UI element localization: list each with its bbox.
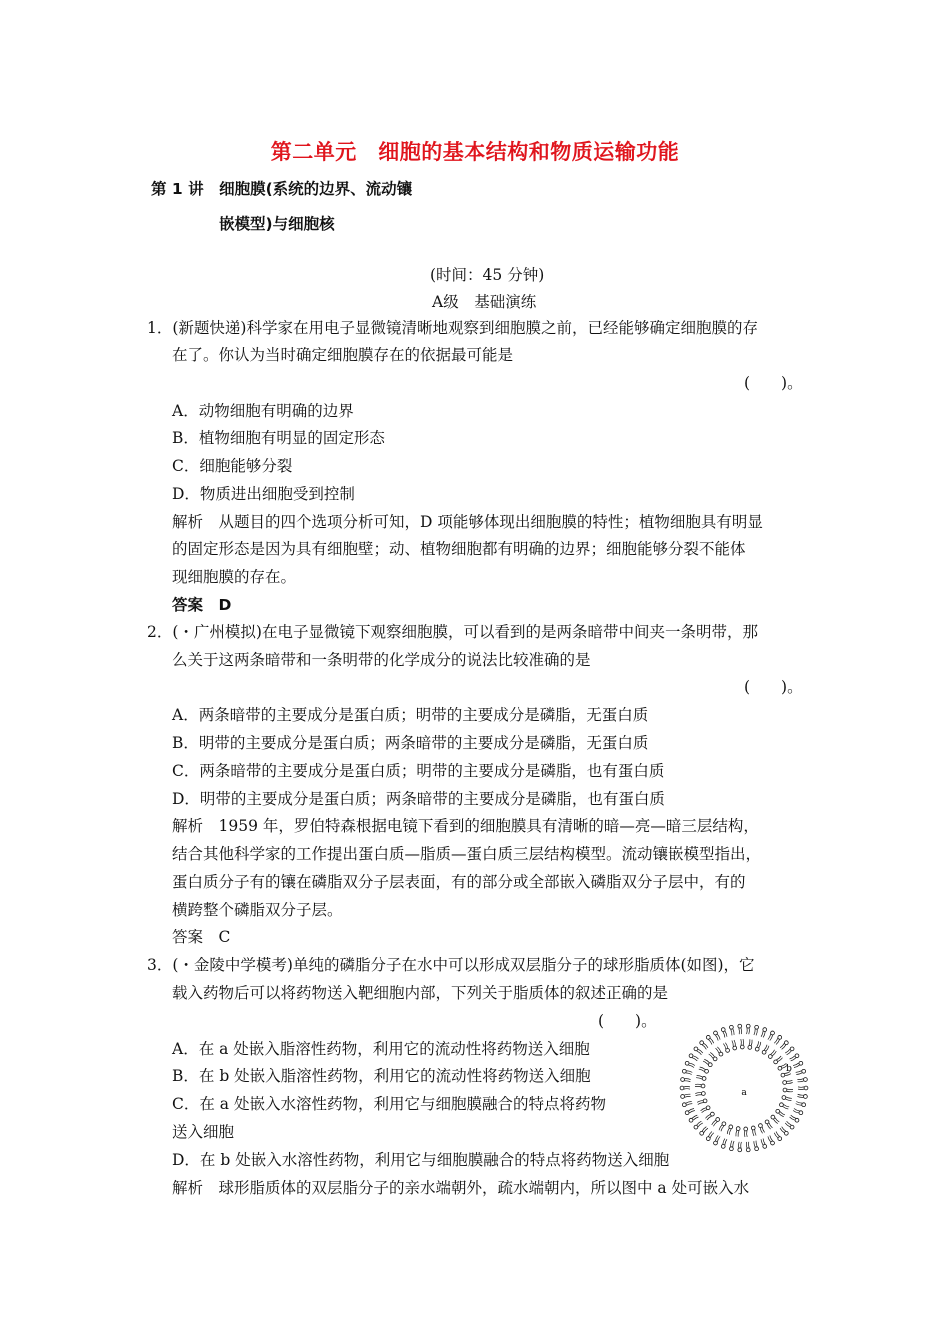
question-text-line: 1．(新题快递)科学家在用电子显微镜清晰地观察到细胞膜之前，已经能够确定细胞膜的存 xyxy=(147,319,758,337)
phospholipid-tail xyxy=(688,1065,694,1067)
phospholipid-tail xyxy=(769,1123,772,1128)
phospholipid-tail xyxy=(747,1131,748,1137)
phospholipid-head xyxy=(714,1031,718,1035)
level-heading: A级 基础演练 xyxy=(432,293,537,311)
phospholipid-tail xyxy=(739,1142,740,1148)
phospholipid-head xyxy=(729,1125,733,1129)
phospholipid-head xyxy=(729,1025,733,1029)
phospholipid-head xyxy=(762,1050,766,1054)
phospholipid-tail xyxy=(798,1094,804,1095)
phospholipid-tail xyxy=(764,1045,767,1050)
phospholipid-tail xyxy=(696,1078,702,1079)
phospholipid-head xyxy=(710,1112,714,1116)
phospholipid-tail xyxy=(768,1034,771,1039)
phospholipid-tail xyxy=(776,1131,780,1136)
option-a: A．在 a 处嵌入脂溶性药物，利用它的流动性将药物送入细胞 xyxy=(172,1040,590,1058)
phospholipid-head xyxy=(726,1049,730,1053)
phospholipid-tail xyxy=(747,1028,748,1034)
lecture-title-line-2: 嵌模型)与细胞核 xyxy=(219,215,335,233)
phospholipid-head xyxy=(694,1125,698,1129)
phospholipid-head xyxy=(778,1066,782,1070)
phospholipid-head xyxy=(682,1069,686,1073)
phospholipid-tail xyxy=(775,1118,779,1122)
phospholipid-tail xyxy=(796,1073,802,1075)
phospholipid-head xyxy=(780,1103,784,1107)
phospholipid-tail xyxy=(782,1127,786,1131)
phospholipid-tail xyxy=(755,1130,756,1136)
phospholipid-tail xyxy=(727,1128,729,1134)
phospholipid-tail xyxy=(716,1048,719,1053)
phospholipid-head xyxy=(721,1145,725,1149)
phospholipid-tail xyxy=(723,1032,725,1038)
phospholipid-tail xyxy=(796,1104,802,1106)
option-d: D．物质进出细胞受到控制 xyxy=(172,485,355,503)
phospholipid-tail xyxy=(725,1139,727,1145)
phospholipid-tail xyxy=(770,1135,773,1140)
phospholipid-tail xyxy=(692,1058,697,1061)
analysis-line: 解析 1959 年，罗伯特森根据电镜下看到的细胞膜具有清晰的暗—亮—暗三层结构， xyxy=(172,817,759,835)
phospholipid-tail xyxy=(749,1142,750,1148)
phospholipid-head xyxy=(733,1046,737,1050)
phospholipid-tail xyxy=(717,1136,720,1141)
phospholipid-head xyxy=(790,1125,794,1129)
phospholipid-tail xyxy=(704,1128,708,1132)
phospholipid-head xyxy=(706,1035,710,1039)
phospholipid-head xyxy=(778,1035,782,1039)
time-limit: (时间：45 分钟) xyxy=(430,266,545,284)
phospholipid-tail xyxy=(695,1093,701,1094)
phospholipid-tail xyxy=(710,1133,714,1138)
phospholipid-tail xyxy=(756,1029,757,1035)
phospholipid-tail xyxy=(685,1079,691,1080)
analysis-line: 横跨整个磷脂双分子层。 xyxy=(172,901,343,919)
phospholipid-head xyxy=(748,1046,752,1050)
phospholipid-tail xyxy=(746,1142,747,1148)
question-text-line: 在了。你认为当时确定细胞膜存在的依据最可能是 xyxy=(172,346,514,364)
phospholipid-tail xyxy=(731,1141,732,1147)
phospholipid-tail xyxy=(721,1126,724,1131)
phospholipid-tail xyxy=(733,1029,734,1035)
phospholipid-tail xyxy=(713,1122,717,1127)
phospholipid-tail xyxy=(797,1079,803,1080)
phospholipid-tail xyxy=(761,1031,763,1037)
phospholipid-tail xyxy=(763,1139,765,1145)
phospholipid-tail xyxy=(785,1099,791,1100)
phospholipid-tail xyxy=(757,1041,759,1047)
phospholipid-tail xyxy=(695,1086,701,1087)
phospholipid-tail xyxy=(756,1141,757,1147)
phospholipid-head xyxy=(799,1111,803,1115)
phospholipid-tail xyxy=(776,1056,781,1060)
phospholipid-head xyxy=(776,1109,780,1113)
phospholipid-head xyxy=(716,1118,720,1122)
phospholipid-tail xyxy=(686,1071,692,1073)
phospholipid-tail xyxy=(698,1103,704,1105)
analysis-line: 结合其他科学家的工作提出蛋白质—脂质—蛋白质三层结构模型。流动镶嵌模型指出， xyxy=(172,845,762,863)
phospholipid-head xyxy=(759,1124,763,1128)
phospholipid-head xyxy=(703,1099,707,1103)
phospholipid-head xyxy=(701,1092,705,1096)
phospholipid-tail xyxy=(780,1111,785,1114)
phospholipid-tail xyxy=(784,1104,790,1106)
phospholipid-head xyxy=(781,1073,785,1077)
lecture-title-line-1: 第 1 讲 细胞膜(系统的边界、流动镶 xyxy=(151,180,413,198)
question-text-line: 么关于这两条暗带和一条明带的化学成分的说法比较准确的是 xyxy=(172,651,591,669)
phospholipid-tail xyxy=(738,1131,739,1137)
phospholipid-head xyxy=(706,1137,710,1141)
phospholipid-tail xyxy=(749,1028,750,1034)
analysis-line: 解析 球形脂质体的双层脂分子的亲水端朝外，疏水端朝内，所以图中 a 处可嵌入水 xyxy=(172,1179,750,1197)
phospholipid-tail xyxy=(698,1123,703,1127)
phospholipid-tail xyxy=(754,1141,755,1147)
phospholipid-tail xyxy=(793,1063,799,1065)
option-c: C．细胞能够分裂 xyxy=(172,457,293,475)
phospholipid-head xyxy=(721,1028,725,1032)
phospholipid-tail xyxy=(751,1040,752,1046)
phospholipid-tail xyxy=(684,1081,690,1082)
phospholipid-head xyxy=(708,1063,712,1067)
answer-line: 答案 D xyxy=(172,596,232,614)
analysis-line: 的固定形态是因为具有细胞壁；动、植物细胞都有明确的边界；细胞能够分裂不能体 xyxy=(172,540,746,558)
phospholipid-tail xyxy=(791,1115,796,1118)
phospholipid-head xyxy=(771,1141,775,1145)
phospholipid-head xyxy=(746,1024,750,1028)
phospholipid-tail xyxy=(741,1142,742,1148)
phospholipid-head xyxy=(713,1057,717,1061)
phospholipid-tail xyxy=(725,1031,727,1037)
phospholipid-head xyxy=(771,1115,775,1119)
phospholipid-head xyxy=(744,1127,748,1131)
option-b: B．植物细胞有明显的固定形态 xyxy=(172,429,385,447)
phospholipid-tail xyxy=(787,1121,792,1125)
phospholipid-tail xyxy=(743,1039,744,1045)
phospholipid-head xyxy=(795,1054,799,1058)
phospholipid-head xyxy=(802,1103,806,1107)
phospholipid-head xyxy=(705,1069,709,1073)
phospholipid-tail xyxy=(741,1028,742,1034)
phospholipid-tail xyxy=(749,1039,750,1045)
phospholipid-tail xyxy=(797,1096,803,1097)
phospholipid-head xyxy=(681,1095,685,1099)
phospholipid-tail xyxy=(697,1100,703,1102)
phospholipid-head xyxy=(765,1120,769,1124)
phospholipid-tail xyxy=(734,1040,735,1046)
phospholipid-head xyxy=(790,1047,794,1051)
answer-blank: ( )。 xyxy=(744,374,803,392)
phospholipid-head xyxy=(681,1078,685,1082)
phospholipid-head xyxy=(746,1148,750,1152)
answer-line: 答案 C xyxy=(172,928,231,946)
phospholipid-head xyxy=(784,1041,788,1045)
phospholipid-head xyxy=(771,1031,775,1035)
phospholipid-tail xyxy=(686,1073,692,1075)
phospholipid-head xyxy=(778,1137,782,1141)
phospholipid-tail xyxy=(744,1131,745,1137)
option-b: B．明带的主要成分是蛋白质；两条暗带的主要成分是磷脂，无蛋白质 xyxy=(172,734,649,752)
phospholipid-head xyxy=(783,1088,787,1092)
phospholipid-tail xyxy=(697,1051,702,1055)
phospholipid-head xyxy=(706,1106,710,1110)
phospholipid-head xyxy=(755,1147,759,1151)
answer-blank: ( )。 xyxy=(598,1012,657,1030)
phospholipid-tail xyxy=(686,1102,692,1104)
phospholipid-head xyxy=(799,1061,803,1065)
phospholipid-tail xyxy=(695,1084,701,1085)
phospholipid-tail xyxy=(708,1040,712,1045)
option-b: B．在 b 处嵌入脂溶性药物，利用它的流动性将药物送入细胞 xyxy=(172,1067,591,1085)
phospholipid-head xyxy=(736,1127,740,1131)
phospholipid-tail xyxy=(732,1041,733,1047)
phospholipid-tail xyxy=(703,1061,708,1064)
answer-blank: ( )。 xyxy=(744,678,803,696)
phospholipid-head xyxy=(774,1060,778,1064)
phospholipid-head xyxy=(755,1047,759,1051)
phospholipid-tail xyxy=(702,1045,706,1049)
question-text-line: 2．(・广州模拟)在电子显微镜下观察细胞膜，可以看到的是两条暗带中间夹一条明带，那 xyxy=(147,623,758,641)
phospholipid-head xyxy=(802,1069,806,1073)
phospholipid-tail xyxy=(723,1139,725,1145)
phospholipid-tail xyxy=(763,1032,765,1038)
unit-title: 第二单元 细胞的基本结构和物质运输功能 xyxy=(270,140,680,164)
phospholipid-head xyxy=(682,1103,686,1107)
phospholipid-head xyxy=(700,1041,704,1045)
phospholipid-tail xyxy=(790,1056,795,1059)
phospholipid-head xyxy=(768,1055,772,1059)
phospholipid-tail xyxy=(741,1039,742,1045)
phospholipid-head xyxy=(738,1148,742,1152)
option-a: A．动物细胞有明确的边界 xyxy=(172,402,354,420)
phospholipid-head xyxy=(755,1025,759,1029)
phospholipid-tail xyxy=(723,1044,725,1050)
phospholipid-tail xyxy=(715,1035,718,1040)
phospholipid-tail xyxy=(685,1096,691,1097)
option-a: A．两条暗带的主要成分是蛋白质；明带的主要成分是磷脂，无蛋白质 xyxy=(172,706,649,724)
phospholipid-tail xyxy=(733,1141,734,1147)
phospholipid-tail xyxy=(762,1127,764,1133)
analysis-line: 现细胞膜的存在。 xyxy=(172,568,297,586)
phospholipid-head xyxy=(782,1096,786,1100)
phospholipid-tail xyxy=(759,1042,761,1048)
phospholipid-tail xyxy=(697,1076,703,1077)
phospholipid-head xyxy=(689,1118,693,1122)
phospholipid-tail xyxy=(699,1069,705,1071)
phospholipid-head xyxy=(804,1086,808,1090)
phospholipid-tail xyxy=(761,1139,763,1145)
phospholipid-tail xyxy=(786,1080,792,1081)
phospholipid-head xyxy=(763,1145,767,1149)
phospholipid-tail xyxy=(693,1117,698,1120)
phospholipid-head xyxy=(689,1054,693,1058)
option-d: D．明带的主要成分是蛋白质；两条暗带的主要成分是磷脂，也有蛋白质 xyxy=(172,790,665,808)
phospholipid-tail xyxy=(798,1081,804,1082)
question-text-line: 3．(・金陵中学模考)单纯的磷脂分子在水中可以形成双层脂分子的球形脂质体(如图)，它 xyxy=(147,956,755,974)
phospholipid-head xyxy=(702,1077,706,1081)
phospholipid-head xyxy=(685,1061,689,1065)
phospholipid-head xyxy=(783,1081,787,1085)
phospholipid-head xyxy=(714,1141,718,1145)
phospholipid-tail xyxy=(739,1028,740,1034)
phospholipid-tail xyxy=(736,1130,737,1136)
phospholipid-head xyxy=(804,1095,808,1099)
liposome-figure xyxy=(678,1022,810,1154)
phospholipid-head xyxy=(680,1086,684,1090)
analysis-line: 解析 从题目的四个选项分析可知，D 项能够体现出细胞膜的特性；植物细胞具有明显 xyxy=(172,513,763,531)
phospholipid-tail xyxy=(707,1116,712,1120)
analysis-line: 蛋白质分子有的镶在磷脂双分子层表面，有的部分或全部嵌入磷脂双分子层中，有的 xyxy=(172,873,746,891)
phospholipid-tail xyxy=(702,1110,707,1113)
phospholipid-tail xyxy=(796,1102,802,1104)
phospholipid-tail xyxy=(794,1109,800,1111)
figure-label-a: a xyxy=(741,1088,747,1098)
phospholipid-head xyxy=(722,1122,726,1126)
phospholipid-head xyxy=(700,1131,704,1135)
option-c: C．两条暗带的主要成分是蛋白质；明带的主要成分是磷脂，也有蛋白质 xyxy=(172,762,665,780)
phospholipid-tail xyxy=(684,1094,690,1095)
question-text-line: 载入药物后可以将药物送入靶细胞内部，下列关于脂质体的叙述正确的是 xyxy=(172,984,669,1002)
phospholipid-tail xyxy=(786,1097,792,1098)
figure-label-b: b xyxy=(786,1064,792,1074)
option-c: C．在 a 处嵌入水溶性药物，利用它与细胞膜融合的特点将药物 xyxy=(172,1095,606,1113)
phospholipid-tail xyxy=(696,1095,702,1096)
phospholipid-tail xyxy=(785,1049,790,1053)
phospholipid-head xyxy=(694,1047,698,1051)
phospholipid-head xyxy=(719,1052,723,1056)
phospholipid-tail xyxy=(753,1130,754,1136)
phospholipid-head xyxy=(729,1147,733,1151)
phospholipid-tail xyxy=(780,1043,784,1047)
phospholipid-tail xyxy=(796,1071,802,1073)
phospholipid-head xyxy=(795,1118,799,1122)
phospholipid-tail xyxy=(774,1038,778,1043)
phospholipid-tail xyxy=(729,1129,731,1135)
phospholipid-head xyxy=(685,1111,689,1115)
phospholipid-head xyxy=(804,1078,808,1082)
phospholipid-tail xyxy=(709,1054,713,1058)
phospholipid-head xyxy=(701,1084,705,1088)
phospholipid-tail xyxy=(731,1029,732,1035)
phospholipid-head xyxy=(738,1024,742,1028)
phospholipid-tail xyxy=(686,1104,692,1106)
phospholipid-tail xyxy=(771,1050,775,1055)
phospholipid-head xyxy=(751,1126,755,1130)
phospholipid-head xyxy=(763,1028,767,1032)
phospholipid-head xyxy=(784,1131,788,1135)
option-c-continued: 送入细胞 xyxy=(172,1123,235,1141)
phospholipid-tail xyxy=(754,1029,755,1035)
option-d: D．在 b 处嵌入水溶性药物，利用它与细胞膜融合的特点将药物送入细胞 xyxy=(172,1151,670,1169)
phospholipid-tail xyxy=(787,1083,793,1084)
phospholipid-tail xyxy=(787,1089,793,1090)
phospholipid-tail xyxy=(787,1091,793,1092)
phospholipid-head xyxy=(740,1045,744,1049)
phospholipid-tail xyxy=(689,1111,695,1113)
